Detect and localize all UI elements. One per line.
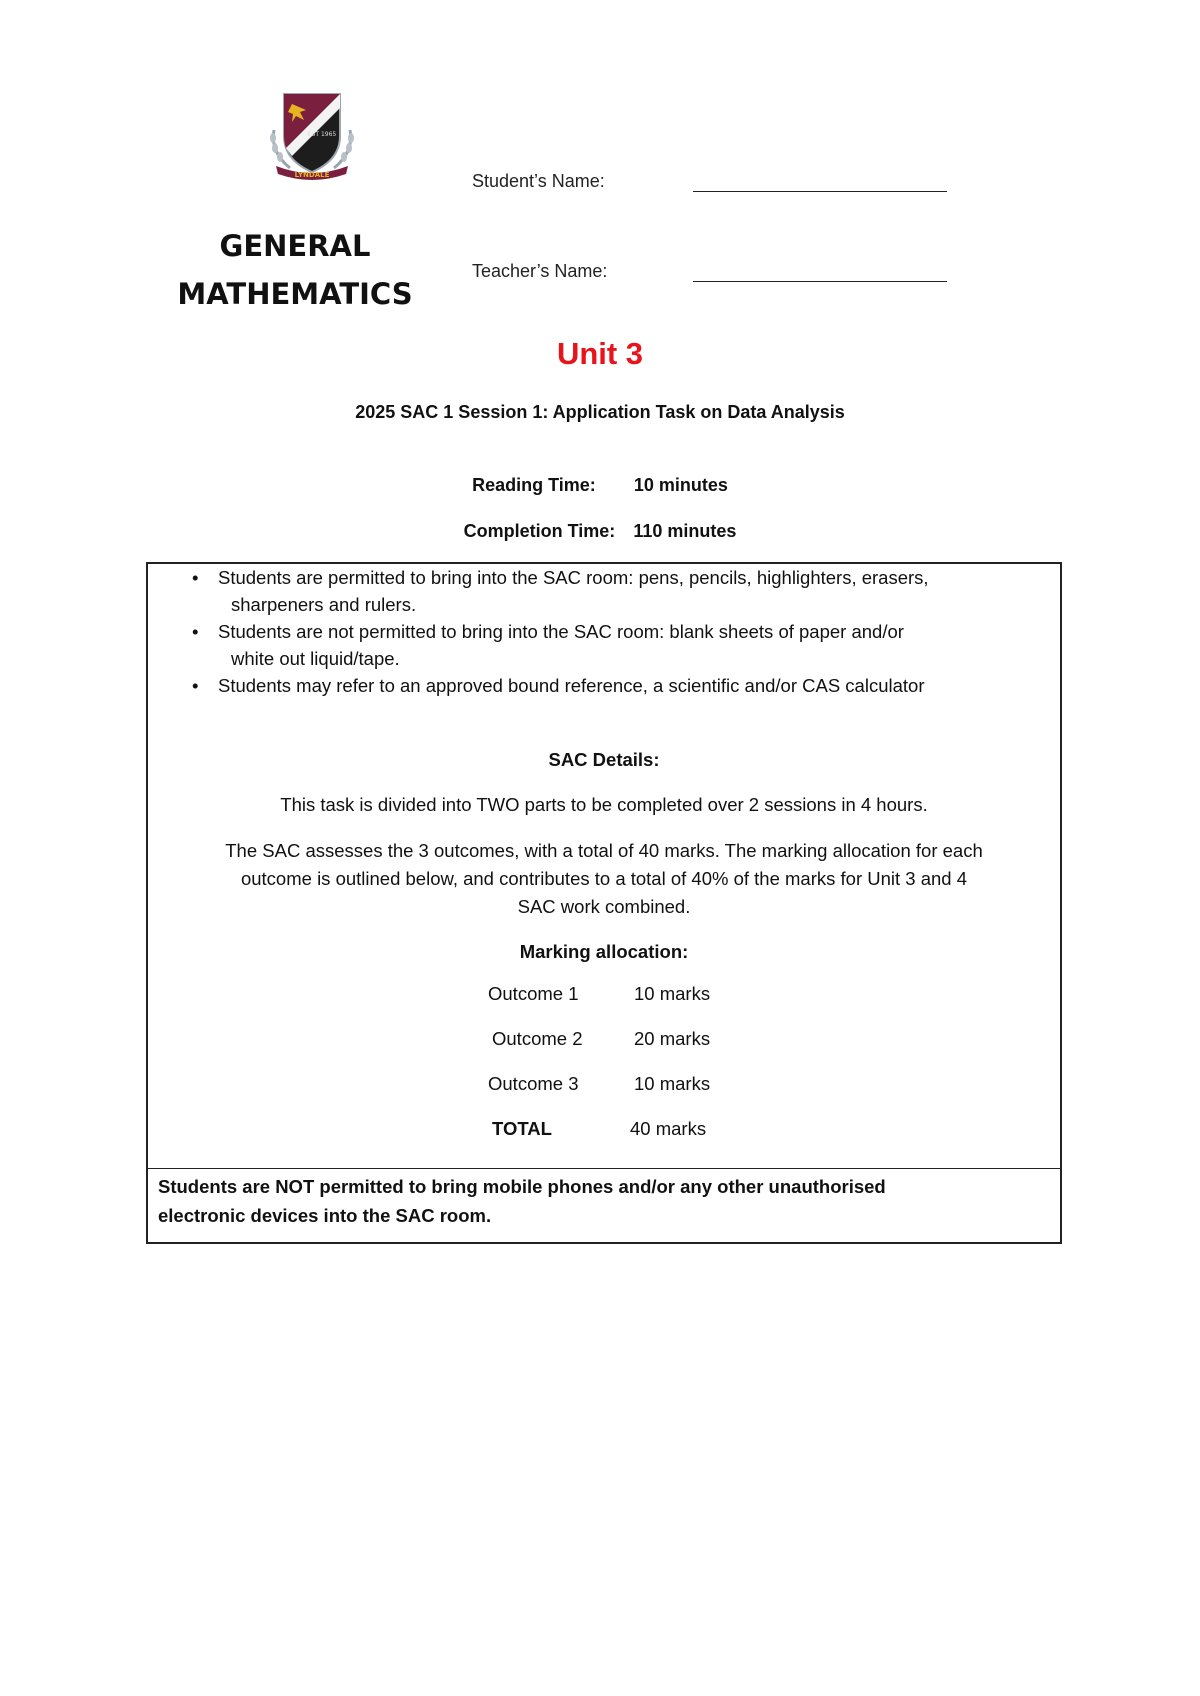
outcome-3-marks: 10 marks <box>634 1073 711 1094</box>
total-marks: 40 marks <box>630 1118 707 1139</box>
rule-item <box>190 564 1050 618</box>
completion-time-value: 110 minutes <box>633 521 737 541</box>
teacher-name-field[interactable] <box>693 281 947 282</box>
rule-line-cont: white out liquid/tape. <box>231 648 400 669</box>
sac-details-para2-line3: SAC work combined. <box>517 896 691 917</box>
subject-title-line2: MATHEMATICS <box>177 277 413 311</box>
marking-allocation-heading: Marking allocation: <box>519 941 689 962</box>
subject-title-line1: GENERAL <box>219 229 371 263</box>
sac-details-para2-line1: The SAC assesses the 3 outcomes, with a total of 40 marks. The marking allocation for each <box>225 840 983 861</box>
devices-warning <box>158 1172 1038 1230</box>
school-crest-logo <box>262 90 362 182</box>
sac-details-para2-line2: outcome is outlined below, and contributes to a total of 40% of the marks for Unit 3 and 4 <box>240 868 968 889</box>
rule-item <box>190 672 1050 699</box>
rule-line: Students may refer to an approved bound reference, a scientific and/or CAS calculator <box>218 675 925 696</box>
rules-list <box>190 564 1050 699</box>
subject-title <box>150 222 440 318</box>
box-divider <box>146 1168 1062 1169</box>
outcome-1-label: Outcome 1 <box>488 983 579 1004</box>
student-name-field[interactable] <box>693 191 947 192</box>
rule-line: Students are not permitted to bring into the SAC room: blank sheets of paper and/or <box>218 621 904 642</box>
outcome-2-marks: 20 marks <box>634 1028 711 1049</box>
reading-time-label: Reading Time: <box>472 475 596 495</box>
sac-session-title: 2025 SAC 1 Session 1: Application Task on Data Analysis <box>355 402 845 422</box>
teacher-name-label: Teacher’s Name: <box>472 261 608 281</box>
warning-line2: electronic devices into the SAC room. <box>158 1205 492 1226</box>
reading-time-row <box>0 475 1200 496</box>
rule-line-cont: sharpeners and rulers. <box>231 594 417 615</box>
outcome-1-marks: 10 marks <box>634 983 711 1004</box>
bullet-icon: • <box>192 567 199 588</box>
warning-line1: Students are NOT permitted to bring mobile phones and/or any other unauthorised <box>158 1176 886 1197</box>
crest-est-text: EST 1965 <box>307 131 337 138</box>
completion-time-row <box>0 521 1200 542</box>
bullet-icon: • <box>192 675 199 696</box>
outcome-3-label: Outcome 3 <box>488 1073 579 1094</box>
rule-item <box>190 618 1050 672</box>
student-name-label: Student’s Name: <box>472 171 605 191</box>
total-label: TOTAL <box>492 1118 552 1139</box>
reading-time-value: 10 minutes <box>633 475 728 495</box>
rule-line: Students are permitted to bring into the SAC room: pens, pencils, highlighters, erasers, <box>218 567 929 588</box>
unit-title: Unit 3 <box>556 336 644 371</box>
bullet-icon: • <box>192 621 199 642</box>
completion-time-label: Completion Time: <box>463 521 616 541</box>
sac-details-para1: This task is divided into TWO parts to be completed over 2 sessions in 4 hours. <box>280 794 928 815</box>
outcome-2-label: Outcome 2 <box>492 1028 583 1049</box>
sac-details-heading: SAC Details: <box>548 749 660 770</box>
crest-banner-text: LYNDALE <box>294 171 330 179</box>
